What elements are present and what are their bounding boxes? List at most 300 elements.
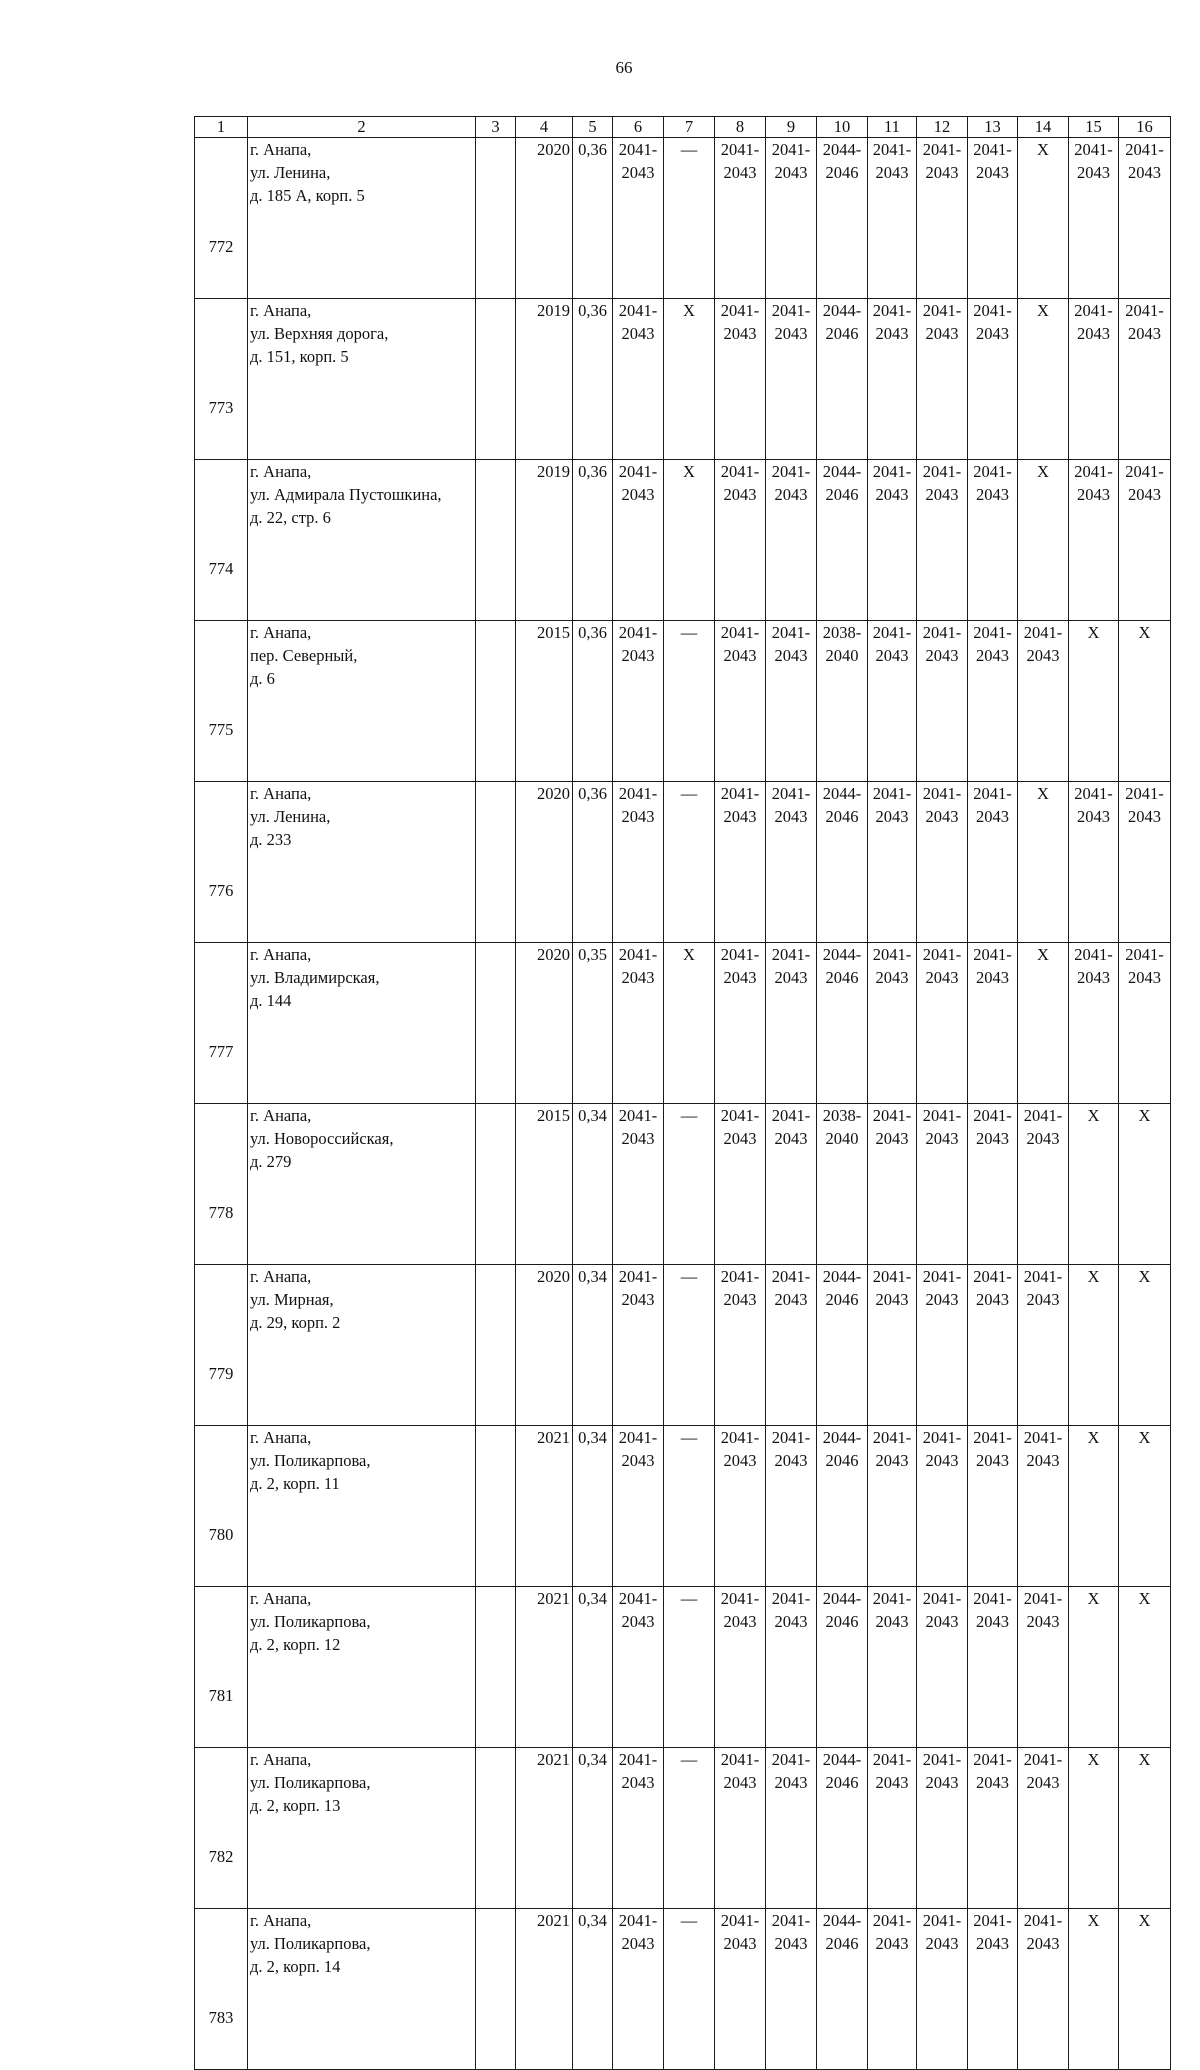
column-13-cell (968, 460, 1018, 621)
period-line: 2043 (621, 1934, 655, 1953)
period-line: 2043 (621, 1451, 655, 1470)
column-7-cell: — (664, 1748, 715, 1909)
period-line: 2043 (976, 1934, 1009, 1953)
period-line: 2040 (825, 646, 859, 665)
column-16-cell (1119, 782, 1171, 943)
table-body (195, 117, 1171, 2070)
period-line: 2043 (723, 163, 757, 182)
period-line: 2043 (621, 163, 655, 182)
period-line: 2043 (976, 324, 1009, 343)
row-number: 780 (195, 1426, 248, 1587)
value-cell: 0,34 (573, 1748, 613, 1909)
value-cell: 0,34 (573, 1104, 613, 1265)
period-line: 2041- (720, 1911, 760, 1930)
period-line: 2043 (925, 485, 959, 504)
period-line: 2046 (825, 1290, 859, 1309)
column-9-cell (766, 943, 817, 1104)
column-8-cell (715, 460, 766, 621)
period-line: 2043 (875, 163, 909, 182)
period-line: 2043 (1077, 163, 1110, 182)
period-line: 2041- (720, 1750, 760, 1769)
period-line: 2043 (925, 646, 959, 665)
address-cell (248, 782, 476, 943)
column-9-cell (766, 1587, 817, 1748)
column-11-cell (868, 299, 917, 460)
period-line: 2043 (1026, 1290, 1060, 1309)
column-7-cell: — (664, 621, 715, 782)
address-line: ул. Ленина, (250, 807, 331, 826)
column-11-cell (868, 1104, 917, 1265)
period-line: 2043 (621, 485, 655, 504)
period-line: 2043 (875, 1773, 909, 1792)
address-cell (248, 943, 476, 1104)
column-15-cell (1069, 943, 1119, 1104)
address-cell (248, 299, 476, 460)
column-header-6: 6 (613, 117, 664, 138)
row-number: 783 (195, 1909, 248, 2070)
address-line: г. Анапа, (250, 1750, 312, 1769)
period-line: 2041- (1125, 784, 1164, 803)
period-line: 2041- (771, 462, 811, 481)
period-line: 2041- (872, 1911, 912, 1930)
year-cell: 2021 (516, 1748, 573, 1909)
period-line: 2043 (621, 1129, 655, 1148)
column-16-cell: Х (1119, 1748, 1171, 1909)
column-16-cell (1119, 299, 1171, 460)
period-line: 2043 (1128, 485, 1161, 504)
column-8-cell (715, 1104, 766, 1265)
period-line: 2041- (922, 1428, 962, 1447)
period-line: 2041- (720, 301, 760, 320)
period-line: 2043 (976, 1290, 1009, 1309)
period-line: 2043 (723, 1451, 757, 1470)
column-14-cell (1018, 1909, 1069, 2070)
column-8-cell (715, 782, 766, 943)
col3-cell (476, 1587, 516, 1748)
address-line: г. Анапа, (250, 1106, 312, 1125)
period-line: 2043 (875, 807, 909, 826)
column-header-10: 10 (817, 117, 868, 138)
col3-cell (476, 782, 516, 943)
period-line: 2043 (621, 1290, 655, 1309)
address-line: г. Анапа, (250, 140, 312, 159)
address-cell (248, 1265, 476, 1426)
table-row (195, 621, 1171, 782)
column-12-cell (917, 1587, 968, 1748)
column-6-cell (613, 299, 664, 460)
column-8-cell (715, 1748, 766, 1909)
column-15-cell: Х (1069, 1748, 1119, 1909)
period-line: 2043 (1026, 1129, 1060, 1148)
year-cell: 2015 (516, 621, 573, 782)
column-11-cell (868, 1587, 917, 1748)
column-11-cell (868, 1265, 917, 1426)
period-line: 2041- (1023, 1267, 1063, 1286)
period-line: 2041- (973, 1911, 1012, 1930)
period-line: 2043 (723, 324, 757, 343)
period-line: 2046 (825, 1451, 859, 1470)
period-line: 2043 (976, 485, 1009, 504)
column-7-cell: — (664, 1104, 715, 1265)
period-line: 2041- (1125, 301, 1164, 320)
period-line: 2046 (825, 163, 859, 182)
period-line: 2041- (771, 1589, 811, 1608)
column-6-cell (613, 1104, 664, 1265)
period-line: 2041- (973, 462, 1012, 481)
address-cell (248, 138, 476, 299)
column-8-cell (715, 299, 766, 460)
period-line: 2041- (922, 140, 962, 159)
page-number: 66 (615, 58, 633, 77)
period-line: 2041- (973, 1267, 1012, 1286)
period-line: 2041- (872, 1589, 912, 1608)
period-line: 2041- (872, 1267, 912, 1286)
period-line: 2043 (723, 1129, 757, 1148)
column-6-cell (613, 1426, 664, 1587)
column-14-cell: Х (1018, 943, 1069, 1104)
period-line: 2041- (872, 945, 912, 964)
period-line: 2043 (925, 324, 959, 343)
period-line: 2041- (771, 1428, 811, 1447)
period-line: 2043 (723, 1934, 757, 1953)
column-12-cell (917, 943, 968, 1104)
column-7-cell: — (664, 138, 715, 299)
column-8-cell (715, 621, 766, 782)
address-line: д. 2, корп. 13 (250, 1796, 341, 1815)
column-14-cell (1018, 1426, 1069, 1587)
column-9-cell (766, 1426, 817, 1587)
period-line: 2043 (976, 807, 1009, 826)
address-line: ул. Новороссийская, (250, 1129, 394, 1148)
column-15-cell (1069, 299, 1119, 460)
address-line: ул. Адмирала Пустошкина, (250, 485, 442, 504)
period-line: 2043 (925, 1129, 959, 1148)
year-cell: 2019 (516, 460, 573, 621)
period-line: 2043 (976, 1773, 1009, 1792)
column-10-cell (817, 621, 868, 782)
address-line: г. Анапа, (250, 1589, 312, 1608)
value-cell: 0,36 (573, 782, 613, 943)
period-line: 2041- (973, 301, 1012, 320)
period-line: 2041- (720, 945, 760, 964)
column-15-cell: Х (1069, 1587, 1119, 1748)
table-row (195, 1587, 1171, 1748)
column-15-cell: Х (1069, 1265, 1119, 1426)
period-line: 2041- (973, 1428, 1012, 1447)
table-row (195, 1909, 1171, 2070)
period-line: 2041- (1023, 1428, 1063, 1447)
year-cell: 2021 (516, 1426, 573, 1587)
period-line: 2043 (1026, 1451, 1060, 1470)
period-line: 2046 (825, 1773, 859, 1792)
year-cell: 2020 (516, 1265, 573, 1426)
period-line: 2043 (925, 968, 959, 987)
address-line: д. 6 (250, 669, 275, 688)
address-line: г. Анапа, (250, 462, 312, 481)
address-line: пер. Северный, (250, 646, 358, 665)
table-row (195, 943, 1171, 1104)
column-6-cell (613, 1265, 664, 1426)
period-line: 2041- (720, 784, 760, 803)
column-11-cell (868, 460, 917, 621)
row-number: 779 (195, 1265, 248, 1426)
column-13-cell (968, 1587, 1018, 1748)
column-7-cell: Х (664, 299, 715, 460)
period-line: 2043 (621, 807, 655, 826)
period-line: 2043 (621, 1773, 655, 1792)
column-14-cell: Х (1018, 782, 1069, 943)
column-16-cell (1119, 943, 1171, 1104)
column-15-cell: Х (1069, 621, 1119, 782)
row-number: 778 (195, 1104, 248, 1265)
period-line: 2043 (774, 968, 808, 987)
period-line: 2040 (825, 1129, 859, 1148)
column-11-cell (868, 621, 917, 782)
period-line: 2041- (1023, 1911, 1063, 1930)
column-header-13: 13 (968, 117, 1018, 138)
column-7-cell: — (664, 1265, 715, 1426)
value-cell: 0,34 (573, 1265, 613, 1426)
address-line: ул. Поликарпова, (250, 1612, 371, 1631)
address-line: г. Анапа, (250, 784, 312, 803)
period-line: 2043 (774, 1612, 808, 1631)
period-line: 2041- (618, 301, 658, 320)
period-line: 2041- (872, 623, 912, 642)
column-8-cell (715, 1426, 766, 1587)
address-line: ул. Владимирская, (250, 968, 380, 987)
period-line: 2041- (1074, 301, 1113, 320)
period-line: 2041- (618, 945, 658, 964)
column-13-cell (968, 943, 1018, 1104)
column-11-cell (868, 1748, 917, 1909)
period-line: 2041- (1074, 784, 1113, 803)
header-row (195, 117, 1171, 138)
period-line: 2043 (774, 646, 808, 665)
period-line: 2041- (872, 140, 912, 159)
column-16-cell: Х (1119, 1909, 1171, 2070)
column-16-cell: Х (1119, 621, 1171, 782)
period-line: 2041- (618, 1267, 658, 1286)
col3-cell (476, 138, 516, 299)
address-line: ул. Ленина, (250, 163, 331, 182)
column-16-cell (1119, 138, 1171, 299)
value-cell: 0,36 (573, 138, 613, 299)
repair-schedule-table (194, 116, 1171, 2070)
period-line: 2041- (1125, 140, 1164, 159)
column-15-cell: Х (1069, 1426, 1119, 1587)
column-11-cell (868, 943, 917, 1104)
value-cell: 0,34 (573, 1587, 613, 1748)
column-11-cell (868, 782, 917, 943)
column-header-9: 9 (766, 117, 817, 138)
address-line: г. Анапа, (250, 1911, 312, 1930)
column-9-cell (766, 138, 817, 299)
period-line: 2043 (774, 163, 808, 182)
column-9-cell (766, 1104, 817, 1265)
column-11-cell (868, 1426, 917, 1587)
period-line: 2044- (822, 784, 862, 803)
period-line: 2043 (925, 163, 959, 182)
column-14-cell (1018, 1748, 1069, 1909)
period-line: 2041- (771, 1750, 811, 1769)
period-line: 2043 (875, 646, 909, 665)
period-line: 2041- (618, 1911, 658, 1930)
column-16-cell: Х (1119, 1426, 1171, 1587)
period-line: 2041- (771, 784, 811, 803)
address-line: д. 144 (250, 991, 292, 1010)
period-line: 2046 (825, 968, 859, 987)
column-15-cell (1069, 138, 1119, 299)
col3-cell (476, 621, 516, 782)
period-line: 2043 (723, 807, 757, 826)
period-line: 2041- (771, 1106, 811, 1125)
period-line: 2043 (1128, 807, 1161, 826)
column-header-12: 12 (917, 117, 968, 138)
column-6-cell (613, 1909, 664, 2070)
column-12-cell (917, 138, 968, 299)
table-row (195, 138, 1171, 299)
period-line: 2041- (973, 1106, 1012, 1125)
period-line: 2041- (872, 462, 912, 481)
address-line: д. 185 А, корп. 5 (250, 186, 365, 205)
period-line: 2043 (723, 646, 757, 665)
period-line: 2043 (976, 1129, 1009, 1148)
address-cell (248, 460, 476, 621)
period-line: 2043 (976, 1451, 1009, 1470)
period-line: 2038- (822, 623, 862, 642)
column-16-cell: Х (1119, 1587, 1171, 1748)
period-line: 2041- (872, 1428, 912, 1447)
period-line: 2043 (1026, 1773, 1060, 1792)
column-14-cell: Х (1018, 460, 1069, 621)
period-line: 2043 (875, 1934, 909, 1953)
column-9-cell (766, 460, 817, 621)
period-line: 2043 (1026, 1934, 1060, 1953)
column-11-cell (868, 138, 917, 299)
period-line: 2041- (922, 301, 962, 320)
period-line: 2041- (922, 1911, 962, 1930)
period-line: 2041- (973, 623, 1012, 642)
row-number: 773 (195, 299, 248, 460)
period-line: 2043 (1128, 324, 1161, 343)
year-cell: 2020 (516, 943, 573, 1104)
period-line: 2041- (922, 945, 962, 964)
period-line: 2043 (976, 646, 1009, 665)
column-16-cell: Х (1119, 1265, 1171, 1426)
period-line: 2046 (825, 1934, 859, 1953)
period-line: 2041- (720, 1267, 760, 1286)
column-6-cell (613, 943, 664, 1104)
period-line: 2041- (771, 301, 811, 320)
row-number: 781 (195, 1587, 248, 1748)
column-13-cell (968, 1748, 1018, 1909)
address-line: г. Анапа, (250, 301, 312, 320)
period-line: 2041- (720, 462, 760, 481)
column-14-cell (1018, 1265, 1069, 1426)
period-line: 2043 (925, 1290, 959, 1309)
period-line: 2041- (618, 784, 658, 803)
address-line: ул. Поликарпова, (250, 1451, 371, 1470)
period-line: 2043 (774, 1934, 808, 1953)
address-line: д. 233 (250, 830, 292, 849)
column-12-cell (917, 621, 968, 782)
col3-cell (476, 1909, 516, 2070)
column-12-cell (917, 1104, 968, 1265)
column-10-cell (817, 1265, 868, 1426)
period-line: 2041- (973, 784, 1012, 803)
column-header-4: 4 (516, 117, 573, 138)
period-line: 2041- (720, 140, 760, 159)
period-line: 2043 (875, 324, 909, 343)
period-line: 2043 (621, 324, 655, 343)
column-8-cell (715, 138, 766, 299)
column-header-8: 8 (715, 117, 766, 138)
period-line: 2043 (925, 1934, 959, 1953)
period-line: 2041- (1125, 945, 1164, 964)
column-12-cell (917, 1909, 968, 2070)
period-line: 2041- (973, 1589, 1012, 1608)
period-line: 2043 (774, 807, 808, 826)
column-15-cell (1069, 460, 1119, 621)
period-line: 2046 (825, 807, 859, 826)
column-14-cell (1018, 1104, 1069, 1265)
period-line: 2038- (822, 1106, 862, 1125)
column-header-7: 7 (664, 117, 715, 138)
column-9-cell (766, 782, 817, 943)
period-line: 2041- (973, 1750, 1012, 1769)
column-13-cell (968, 1265, 1018, 1426)
column-11-cell (868, 1909, 917, 2070)
column-15-cell: Х (1069, 1909, 1119, 2070)
period-line: 2041- (618, 1428, 658, 1447)
column-7-cell: Х (664, 460, 715, 621)
year-cell: 2020 (516, 138, 573, 299)
period-line: 2041- (922, 623, 962, 642)
column-10-cell (817, 1104, 868, 1265)
year-cell: 2019 (516, 299, 573, 460)
period-line: 2041- (922, 462, 962, 481)
column-9-cell (766, 299, 817, 460)
period-line: 2041- (1074, 945, 1113, 964)
period-line: 2043 (1128, 163, 1161, 182)
value-cell: 0,35 (573, 943, 613, 1104)
address-line: ул. Мирная, (250, 1290, 334, 1309)
period-line: 2043 (976, 1612, 1009, 1631)
col3-cell (476, 1748, 516, 1909)
column-12-cell (917, 1265, 968, 1426)
period-line: 2043 (774, 1290, 808, 1309)
column-10-cell (817, 1426, 868, 1587)
column-7-cell: Х (664, 943, 715, 1104)
column-14-cell (1018, 1587, 1069, 1748)
period-line: 2041- (922, 1589, 962, 1608)
column-header-3: 3 (476, 117, 516, 138)
period-line: 2041- (872, 1106, 912, 1125)
address-line: ул. Верхняя дорога, (250, 324, 389, 343)
period-line: 2041- (922, 1750, 962, 1769)
period-line: 2044- (822, 140, 862, 159)
period-line: 2044- (822, 1750, 862, 1769)
period-line: 2046 (825, 324, 859, 343)
period-line: 2043 (875, 968, 909, 987)
period-line: 2041- (1074, 140, 1113, 159)
address-line: г. Анапа, (250, 1267, 312, 1286)
table-row (195, 1104, 1171, 1265)
table-row (195, 299, 1171, 460)
period-line: 2044- (822, 301, 862, 320)
column-16-cell: Х (1119, 1104, 1171, 1265)
column-14-cell: Х (1018, 138, 1069, 299)
